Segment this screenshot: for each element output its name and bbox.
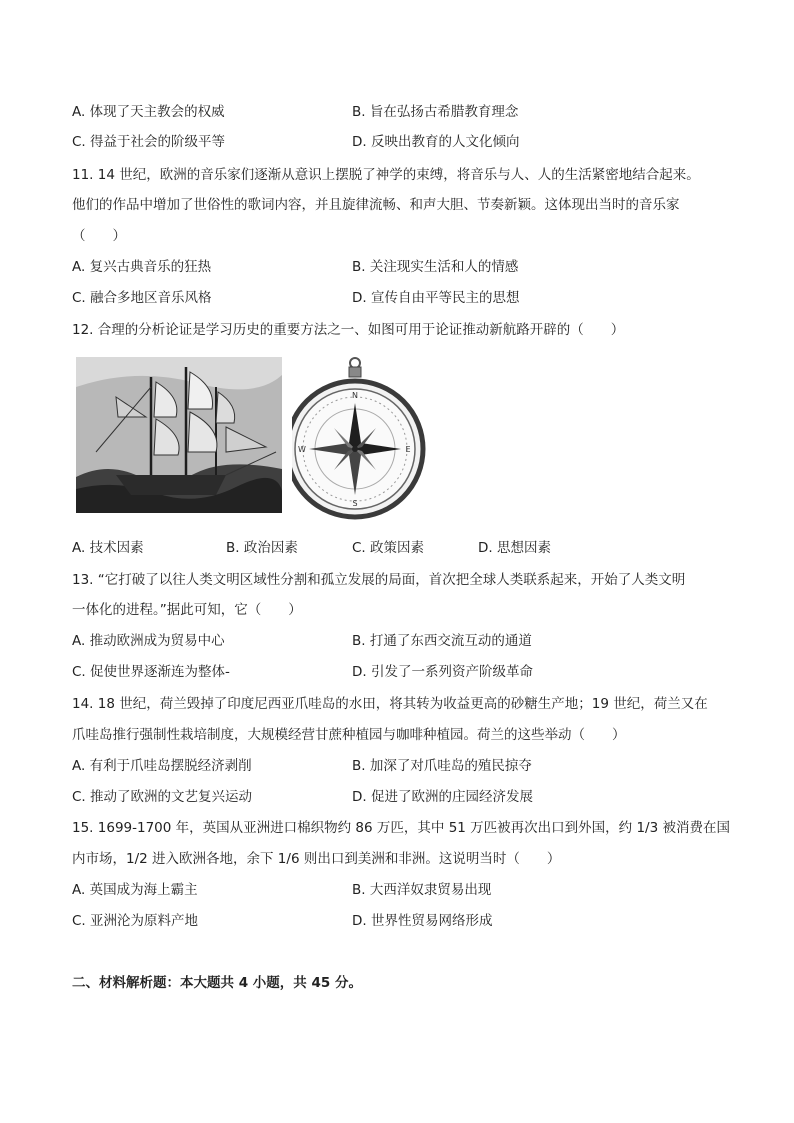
q10-option-a: A. 体现了天主教会的权威 — [72, 104, 225, 120]
q15-option-a: A. 英国成为海上霸主 — [72, 882, 198, 898]
q13-option-a: A. 推动欧洲成为贸易中心 — [72, 633, 225, 649]
q13-option-d: D. 引发了一系列资产阶级革命 — [352, 664, 533, 680]
q15-stem-line2: 内市场，1/2 进入欧洲各地，余下 1/6 则出口到美洲和非洲。这说明当时（ ） — [72, 851, 561, 867]
q14-option-d: D. 促进了欧洲的庄园经济发展 — [352, 789, 533, 805]
section-2-heading: 二、材料解析题：本大题共 4 小题，共 45 分。 — [72, 975, 362, 991]
q11-stem-line1: 11. 14 世纪，欧洲的音乐家们逐渐从意识上摆脱了神学的束缚，将音乐与人、人的生活紧密地结合起来。 — [72, 167, 700, 183]
compass-label-n: N — [352, 391, 358, 400]
q14-stem-line2: 爪哇岛推行强制性栽培制度，大规模经营甘蔗种植园与咖啡种植园。荷兰的这些举动（ ） — [72, 727, 626, 743]
q12-stem: 12. 合理的分析论证是学习历史的重要方法之一、如图可用于论证推动新航路开辟的（ ） — [72, 322, 625, 338]
q12-option-b: B. 政治因素 — [226, 540, 298, 556]
q14-option-b: B. 加深了对爪哇岛的殖民掠夺 — [352, 758, 532, 774]
q13-option-c: C. 促使世界逐渐连为整体- — [72, 664, 230, 680]
q12-option-a: A. 技术因素 — [72, 540, 144, 556]
q10-option-d: D. 反映出教育的人文化倾向 — [352, 134, 520, 150]
compass-label-s: S — [352, 499, 358, 508]
q11-stem-line2: 他们的作品中增加了世俗性的歌词内容，并且旋律流畅、和声大胆、节奏新颖。这体现出当时的音乐家 — [72, 197, 680, 213]
q12-option-c: C. 政策因素 — [352, 540, 425, 556]
compass-label-e: E — [405, 445, 411, 454]
q15-stem-line1: 15. 1699-1700 年，英国从亚洲进口棉织物约 86 万匹，其中 51 万匹被再次出口到外国，约 1/3 被消费在国 — [72, 820, 730, 836]
q14-stem-line1: 14. 18 世纪，荷兰毁掉了印度尼西亚爪哇岛的水田，将其转为收益更高的砂糖生产地；19 世纪，荷兰又在 — [72, 696, 708, 712]
q12-option-d: D. 思想因素 — [478, 540, 551, 556]
q11-option-b: B. 关注现实生活和人的情感 — [352, 259, 519, 275]
q11-option-c: C. 融合多地区音乐风格 — [72, 290, 212, 306]
q10-option-b: B. 旨在弘扬古希腊教育理念 — [352, 104, 519, 120]
q11-option-d: D. 宣传自由平等民主的思想 — [352, 290, 520, 306]
q14-option-c: C. 推动了欧洲的文艺复兴运动 — [72, 789, 253, 805]
compass-image — [292, 357, 436, 521]
q13-option-b: B. 打通了东西交流互动的通道 — [352, 633, 532, 649]
q11-option-a: A. 复兴古典音乐的狂热 — [72, 259, 212, 275]
q15-option-c: C. 亚洲沦为原料产地 — [72, 913, 199, 929]
q15-option-b: B. 大西洋奴隶贸易出现 — [352, 882, 492, 898]
compass-label-w: W — [298, 445, 306, 454]
q14-option-a: A. 有利于爪哇岛摆脱经济剥削 — [72, 758, 252, 774]
q13-stem-line1: 13. “它打破了以往人类文明区域性分割和孤立发展的局面，首次把全球人类联系起来，开始了人类文明 — [72, 572, 686, 588]
sailing-ship-image — [76, 357, 282, 513]
q11-answer-blank: （ ） — [72, 228, 126, 244]
q13-stem-line2: 一体化的进程。”据此可知，它（ ） — [72, 602, 302, 618]
q15-option-d: D. 世界性贸易网络形成 — [352, 913, 493, 929]
q10-option-c: C. 得益于社会的阶级平等 — [72, 134, 226, 150]
